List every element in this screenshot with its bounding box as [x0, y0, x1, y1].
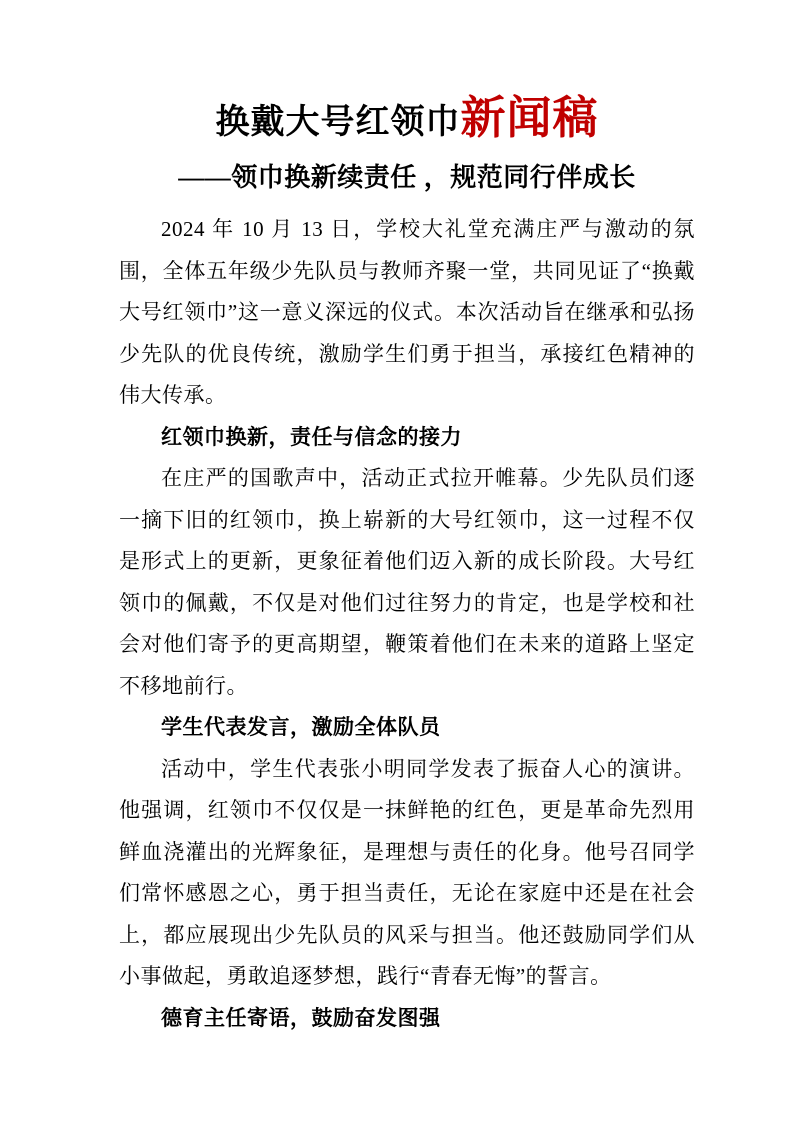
title-text-red: 新闻稿 [460, 93, 599, 143]
section-heading: 德育主任寄语，鼓励奋发图强 [161, 1005, 441, 1030]
document-body [119, 209, 695, 1039]
title-text-black: 换戴大号红领巾 [215, 104, 461, 141]
body-paragraph: 在庄严的国歌声中，活动正式拉开帷幕。少先队员们逐一摘下旧的红领巾，换上崭新的大号红领巾，这一过程不仅是形式上的更新，更象征着他们迈入新的成长阶段。大号红领巾的佩戴，不仅是对他们过往努力的肯定，也是学校和社会对他们寄予的更高期望，鞭策着他们在未来的道路上坚定不移地前行。 [119, 466, 695, 698]
document-title [119, 88, 695, 153]
body-paragraph: 2024 年 10 月 13 日，学校大礼堂充满庄严与激动的氛围，全体五年级少先队员与教师齐聚一堂，共同见证了“换戴大号红领巾”这一意义深远的仪式。本次活动旨在继承和弘扬少先队的优良传统，激励学生们勇于担当，承接红色精神的伟大传承。 [119, 217, 695, 407]
document-subtitle: ——领巾换新续责任 ，规范同行伴成长 [178, 163, 636, 192]
section-heading: 学生代表发言，激励全体队员 [161, 715, 441, 739]
body-paragraph: 活动中，学生代表张小明同学发表了振奋人心的演讲。他强调，红领巾不仅仅是一抹鲜艳的红色，更是革命先烈用鲜血浇灌出的光辉象征，是理想与责任的化身。他号召同学们常怀感恩之心，勇于担当责任，无论在家庭中还是在社会上，都应展现出少先队员的风采与担当。他还鼓励同学们从小事做起，勇敢追逐梦想，践行“青春无悔”的誓言。 [119, 756, 695, 988]
document-content [119, 88, 695, 1039]
section-heading: 红领巾换新，责任与信念的接力 [161, 424, 462, 449]
